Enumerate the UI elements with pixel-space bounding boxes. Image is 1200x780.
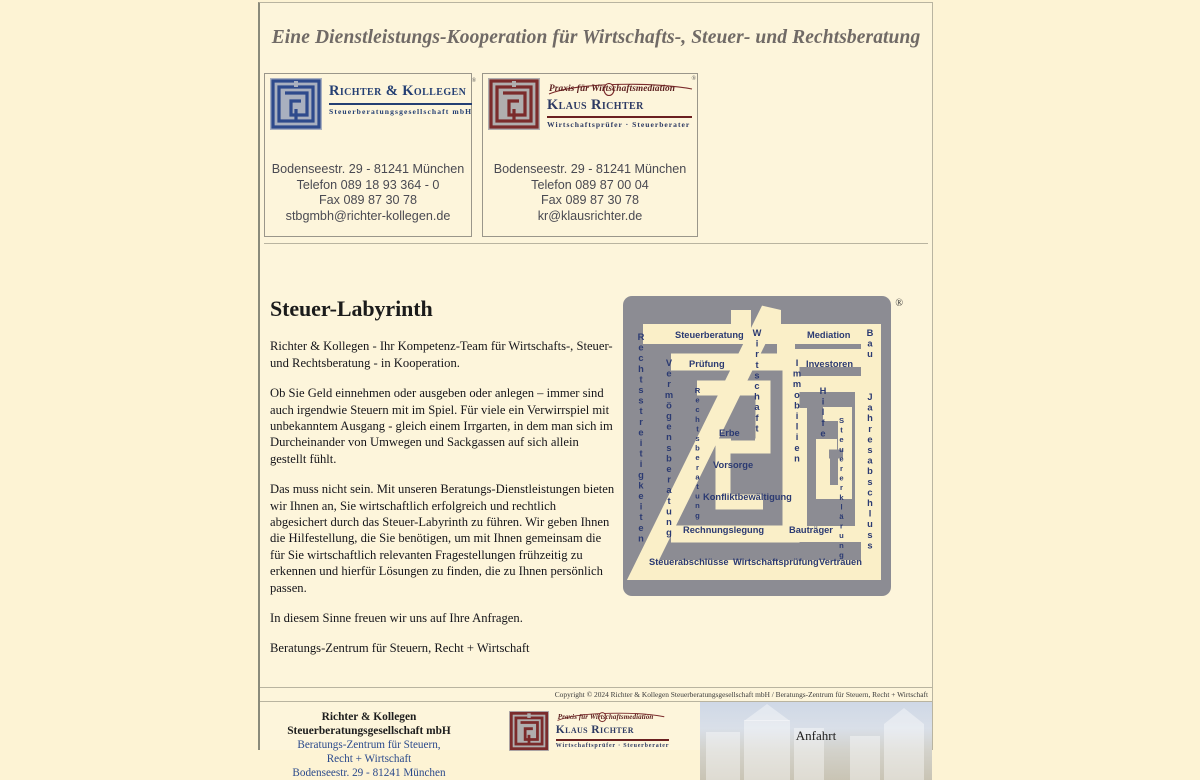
roof-shape: [884, 708, 924, 724]
labyrinth-label-rechtsberatung: Rechtsberatung: [693, 386, 702, 521]
labyrinth-label-hilfe: Hilfe: [818, 386, 828, 440]
logo-richter-kollegen[interactable]: [265, 74, 477, 148]
labyrinth-label-vertrauen: Vertrauen: [819, 557, 862, 568]
footer-company-block: [260, 702, 478, 780]
logo-klaus-richter[interactable]: [483, 74, 697, 148]
labyrinth-label-rechtsstreitigkeiten: Rechtsstreitigkeiten: [636, 332, 646, 545]
maze-logo-red-icon: [509, 711, 549, 751]
labyrinth-label-immobilien: Immobilien: [792, 358, 802, 465]
labyrinth-label-wirtschaft: Wirtschaft: [752, 328, 762, 435]
footer-desc-line1: Beratungs-Zentrum für Steuern,: [297, 738, 441, 751]
contact-address: Bodenseestr. 29 - 81241 München: [493, 162, 687, 176]
registered-mark-icon: ®: [895, 298, 903, 310]
company-band: [264, 73, 928, 243]
labyrinth-diagram: [623, 296, 903, 596]
labyrinth-label-investoren: Investoren: [806, 359, 854, 370]
maze-logo-blue-icon: [270, 78, 322, 130]
intro-paragraph-4: In diesem Sinne freuen wir uns auf Ihre Anfragen.: [270, 611, 523, 626]
contact-phone: Telefon 089 87 00 04: [531, 177, 649, 192]
logo-klaus-topline: [547, 84, 692, 97]
intro-text-column: [260, 296, 615, 671]
footer-logo-name: Klaus Richter: [555, 723, 634, 736]
footer-logo-rule: [556, 739, 670, 741]
footer-logo-klaus-text: [556, 711, 670, 749]
contact-address: Bodenseestr. 29 - 81241 München: [271, 162, 465, 176]
copyright-text: Copyright © 2024 Richter & Kollegen Steuerberatungsgesellschaft mbH / Beratungs-Zentrum für Steuern, Recht + Wirtschaft: [260, 688, 932, 701]
logo-klaus-text: [547, 76, 696, 129]
logo-klaus-topline-text: Praxis für Wirtschaftsmediation: [549, 84, 676, 94]
copyright-row: [260, 687, 932, 701]
footer-desc-line2: Recht + Wirtschaft: [326, 752, 412, 765]
logo-klaus-name: Klaus Richter: [547, 97, 644, 113]
logo-klaus-subtitle: Wirtschaftsprüfer · Steuerberater: [547, 119, 691, 129]
intro-paragraph-3: Das muss nicht sein. Mit unseren Beratungs-Dienstleistungen bieten wir Ihnen an, Sie wirtschaftlich erfolgreich und rechtlich abgesichert durch das Steuer-Labyrinth zu führen. Wir geben Ihnen die Hilfestellung, die Sie benötigen, um mit Ihnen gemeinsam die für Sie wirtschaftlich relevanten Fragestellungen frühzeitig zu erkennen und hierfür Lösungen zu finden, die zu Ihnen persönlich passen.: [270, 482, 615, 595]
header-tagline: Eine Dienstleistungs-Kooperation für Wirtschafts-, Steuer- und Rechtsberatung: [271, 27, 921, 48]
labyrinth-label-pruefung: Prüfung: [689, 359, 725, 370]
labyrinth-label-erbe: Erbe: [719, 428, 740, 439]
intro-paragraph-2: Ob Sie Geld einnehmen oder ausgeben oder anlegen – immer sind auch irgendwie Steuern mit im Spiel. Für viele ein Verwirrspiel mit unbekanntem Ausgang - gleich einem Irrgarten, in dem man sich im Durcheinander von Umwegen und Sackgassen auf sich allein gestellt fühlt.: [270, 386, 613, 466]
labyrinth-label-bautraeger: Bauträger: [789, 525, 833, 536]
footer-company-line1: Richter & Kollegen: [321, 710, 417, 723]
footer-address: Bodenseestr. 29 - 81241 München: [292, 766, 446, 779]
logo-richter-rule: [329, 103, 472, 105]
registered-mark-icon: ®: [471, 78, 477, 84]
card-klaus-richter[interactable]: [482, 73, 698, 237]
contact-fax: Fax 089 87 30 78: [540, 193, 640, 208]
page-title: Steuer-Labyrinth: [270, 296, 433, 322]
intro-paragraph-1: Richter & Kollegen - Ihr Kompetenz-Team für Wirtschafts-, Steuer- und Rechtsberatung - in Kooperation.: [270, 339, 613, 370]
labyrinth-label-steuererklaerung: Steuererklärung: [837, 416, 846, 561]
labyrinth-label-konfliktbewaeltigung: Konfliktbewältigung: [703, 492, 792, 503]
contact-email[interactable]: kr@klausrichter.de: [537, 208, 643, 223]
logo-klaus-rule: [547, 116, 692, 118]
intro-paragraph-5: Beratungs-Zentrum für Steuern, Recht + Wirtschaft: [270, 641, 530, 656]
labyrinth-label-rechnungslegung: Rechnungslegung: [683, 525, 765, 536]
contact-email[interactable]: stbgmbh@richter-kollegen.de: [285, 208, 451, 223]
card-richter-kollegen[interactable]: [264, 73, 477, 237]
site-footer: [260, 701, 932, 780]
site-header: [260, 3, 932, 73]
labyrinth-column: [615, 296, 932, 671]
footer-logo-topline-text: Praxis für Wirtschaftsmediation: [557, 712, 654, 721]
contact-richter-kollegen: [265, 148, 471, 236]
footer-logo-topline: [556, 713, 670, 724]
labyrinth-canvas: [623, 296, 891, 596]
logo-richter-text: [329, 78, 477, 116]
registered-mark-icon: ®: [691, 76, 696, 82]
footer-logo-klaus-richter[interactable]: [509, 711, 670, 751]
labyrinth-label-wirtschaftspruefung: Wirtschaftsprüfung: [733, 557, 819, 568]
maze-logo-red-icon: [488, 78, 540, 130]
footer-anfahrt-panel[interactable]: [700, 702, 932, 780]
labyrinth-label-mediation: Mediation: [807, 330, 851, 341]
labyrinth-label-jahresabschluss: Jahresabschluss: [865, 392, 875, 552]
footer-company-line2: Steuerberatungsgesellschaft mbH: [287, 724, 451, 737]
logo-richter-name: Richter & Kollegen: [329, 83, 467, 99]
anfahrt-label[interactable]: Anfahrt: [795, 727, 837, 743]
footer-klaus-logo-block[interactable]: [478, 702, 700, 780]
footer-logo-subtitle: Wirtschaftsprüfer · Steuerberater: [555, 743, 670, 750]
labyrinth-label-bau: Bau: [865, 328, 875, 361]
logo-richter-subtitle: Steuerberatungsgesellschaft mbH: [329, 106, 473, 116]
labyrinth-label-steuerabschluesse: Steuerabschlüsse: [649, 557, 729, 568]
roof-shape: [744, 704, 790, 721]
contact-phone: Telefon 089 18 93 364 - 0: [296, 177, 440, 192]
labyrinth-label-steuerberatung: Steuerberatung: [675, 330, 744, 341]
contact-klaus-richter: [483, 148, 697, 236]
page-container: [258, 2, 933, 779]
labyrinth-label-vermoegensberatung: Vermögensberatung: [664, 358, 674, 539]
labyrinth-label-vorsorge: Vorsorge: [713, 460, 754, 471]
main-content: [260, 244, 932, 671]
contact-fax: Fax 089 87 30 78: [318, 193, 418, 208]
